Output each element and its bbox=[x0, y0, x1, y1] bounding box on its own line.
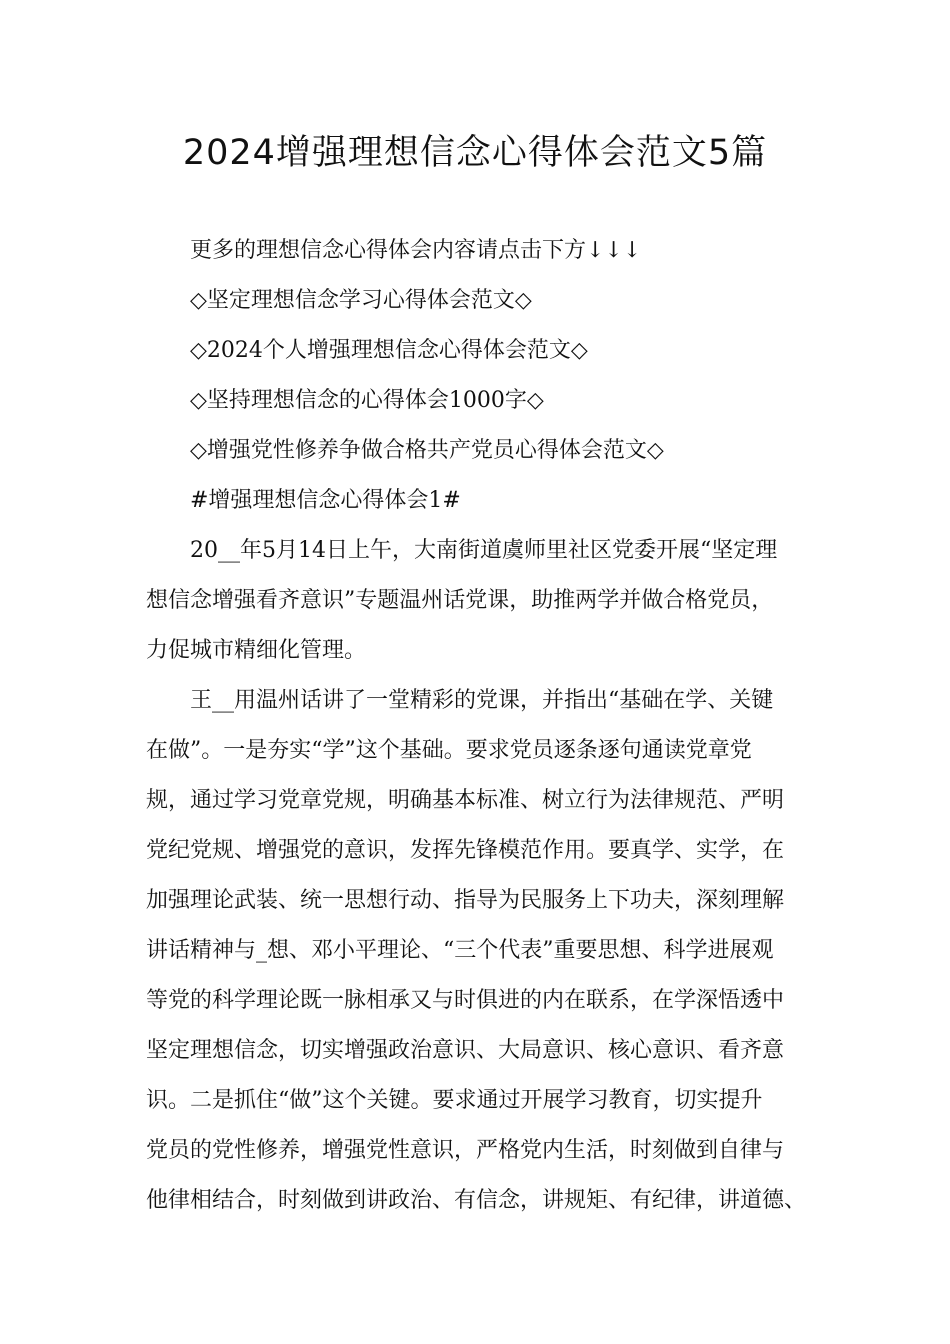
document-title: 2024增强理想信念心得体会范文5篇 bbox=[182, 133, 768, 173]
paragraph-line: 想信念增强看齐意识”专题温州话党课，助推两学并做合格党员， bbox=[146, 588, 774, 613]
paragraph-line: 20__年5月14日上午，大南街道虞师里社区党委开展“坚定理 bbox=[190, 538, 778, 563]
paragraph-line: 等党的科学理论既一脉相承又与时俱进的内在联系，在学深悟透中 bbox=[146, 988, 785, 1013]
paragraph-line: 坚定理想信念，切实增强政治意识、大局意识、核心意识、看齐意 bbox=[146, 1038, 785, 1063]
related-link[interactable]: ◇坚持理想信念的心得体会1000字◇ bbox=[190, 388, 544, 413]
paragraph-line: 王__用温州话讲了一堂精彩的党课，并指出“基础在学、关键 bbox=[190, 688, 774, 713]
section-heading: #增强理想信念心得体会1# bbox=[190, 488, 461, 513]
related-link[interactable]: ◇增强党性修养争做合格共产党员心得体会范文◇ bbox=[190, 438, 664, 463]
paragraph-line: 讲话精神与_想、邓小平理论、“三个代表”重要思想、科学进展观 bbox=[146, 938, 774, 963]
paragraph-line: 他律相结合，时刻做到讲政治、有信念，讲规矩、有纪律，讲道德、 bbox=[146, 1188, 807, 1213]
paragraph-line: 识。二是抓住“做”这个关键。要求通过开展学习教育，切实提升 bbox=[146, 1088, 763, 1113]
paragraph-line: 力促城市精细化管理。 bbox=[146, 638, 367, 663]
paragraph-line: 党纪党规、增强党的意识，发挥先锋模范作用。要真学、实学，在 bbox=[146, 838, 785, 863]
paragraph-line: 在做”。一是夯实“学”这个基础。要求党员逐条逐句通读党章党 bbox=[146, 738, 752, 763]
related-link[interactable]: ◇2024个人增强理想信念心得体会范文◇ bbox=[190, 338, 588, 363]
paragraph-line: 加强理论武装、统一思想行动、指导为民服务上下功夫，深刻理解 bbox=[146, 888, 785, 913]
paragraph-line: 党员的党性修养，增强党性意识，严格党内生活，时刻做到自律与 bbox=[146, 1138, 785, 1163]
related-link[interactable]: ◇坚定理想信念学习心得体会范文◇ bbox=[190, 288, 532, 313]
intro-line: 更多的理想信念心得体会内容请点击下方↓↓↓ bbox=[190, 238, 642, 263]
paragraph-line: 规，通过学习党章党规，明确基本标准、树立行为法律规范、严明 bbox=[146, 788, 785, 813]
document-body bbox=[146, 226, 826, 1226]
